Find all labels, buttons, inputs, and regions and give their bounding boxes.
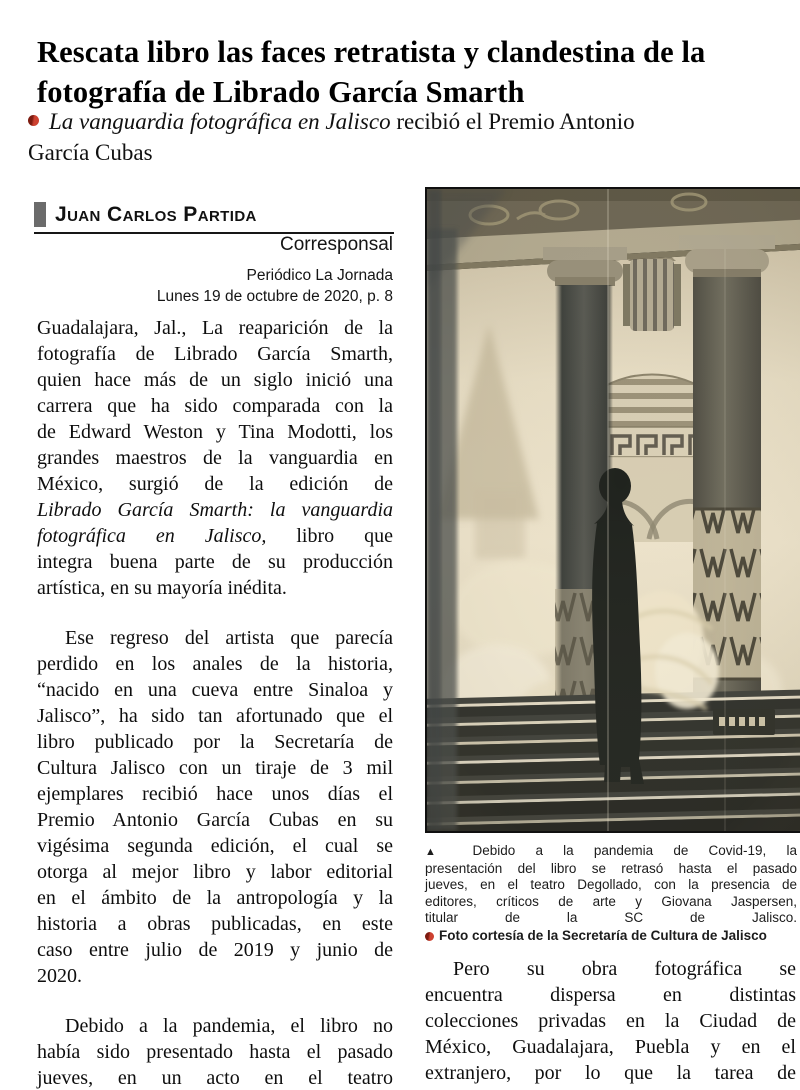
text-line: Pero su obra fotográfica se — [453, 958, 796, 980]
photo-credit-text: Foto cortesía de la Secretaría de Cultura de Jalisco — [439, 927, 767, 943]
paragraph — [37, 1013, 393, 1090]
photo-caption — [425, 843, 797, 945]
lead-bullet-icon — [28, 115, 39, 126]
caption-triangle-icon: ▲ — [425, 846, 453, 858]
text-line: México, surgió de la edición de — [37, 473, 393, 495]
caption-lines — [425, 843, 797, 927]
source-block — [37, 265, 393, 307]
text-line: Ese regreso del artista que parecía — [65, 627, 393, 649]
publication-date-page: Lunes 19 de octubre de 2020, p. 8 — [156, 288, 393, 305]
article-subhead — [28, 106, 776, 168]
byline-role: Corresponsal — [280, 234, 393, 255]
text-line: fotografía de Librado García Smarth, — [37, 343, 393, 365]
paragraph — [37, 625, 393, 989]
text-line: historia a obras publicadas, en este — [37, 913, 393, 935]
text-line: de Edward Weston y Tina Modotti, los — [37, 421, 393, 443]
text-line: “nacido en una cueva entre Sinaloa y — [37, 679, 393, 701]
text-line: había sido presentado hasta el pasado — [37, 1041, 393, 1063]
caption-line: titular de la SC de Jalisco. — [425, 910, 797, 926]
text-line: artística, en su mayoría inédita. — [37, 577, 287, 599]
caption-line: editores, críticos de arte y Giovana Jaspersen, — [425, 893, 797, 909]
text-line: integra buena parte de su producción — [37, 551, 393, 573]
text-line: Librado García Smarth: la vanguardia — [37, 499, 393, 521]
paragraph — [425, 956, 796, 1086]
text-line: 2020. — [37, 965, 82, 987]
caption-line: presentación del libro se retrasó hasta el pasado — [425, 860, 797, 876]
text-line: carrera que ha sido comparada con la — [37, 395, 393, 417]
text-line: grandes maestros de la vanguardia en — [37, 447, 393, 469]
caption-line: ▲ Debido a la pandemia de Covid-19, la — [425, 843, 797, 858]
text-line: caso entre julio de 2019 y junio de — [37, 939, 393, 961]
photo-image — [427, 189, 800, 831]
text-line: ejemplares recibió hace unos días el — [37, 783, 393, 805]
text-line: colecciones privadas en la Ciudad de — [425, 1010, 796, 1032]
text-line: libro publicado por la Secretaría de — [37, 731, 393, 753]
subhead-text: La vanguardia fotográfica en Jalisco recibió el Premio Antonio García Cubas — [28, 109, 635, 165]
paragraph — [37, 315, 393, 601]
text-line: Cultura Jalisco con un tiraje de 3 mil — [37, 757, 393, 779]
article-photo — [425, 187, 800, 833]
text-line: Debido a la pandemia, el libro no — [65, 1015, 393, 1037]
text-line: otorga al mejor libro y labor editorial — [37, 861, 393, 883]
text-line: quien hace más de un siglo inició una — [37, 369, 393, 391]
text-line: encuentra dispersa en distintas — [425, 984, 796, 1006]
text-line: perdido en los anales de la historia, — [37, 653, 393, 675]
text-line: en el ámbito de la antropología y la — [37, 887, 393, 909]
byline-bar — [34, 202, 46, 227]
text-line: extranjero, por lo que la tarea de — [425, 1062, 796, 1084]
credit-bullet-icon — [425, 932, 434, 941]
photo-credit — [425, 928, 797, 945]
byline — [34, 202, 394, 234]
article-headline: Rescata libro las faces retratista y clandestina de la fotografía de Librado García Smarth — [37, 35, 706, 110]
text-line: Guadalajara, Jal., La reaparición de la — [37, 317, 393, 339]
publication-name: Periódico La Jornada — [246, 267, 393, 284]
text-line: jueves, en un acto en el teatro — [37, 1067, 393, 1089]
caption-line: jueves, en el teatro Degollado, con la presencia de — [425, 877, 797, 893]
text-line: México, Guadalajara, Puebla y en el — [425, 1036, 796, 1058]
byline-author-name: Juan Carlos Partida — [55, 202, 257, 226]
text-line: Jalisco”, ha sido tan afortunado que el — [37, 705, 393, 727]
text-line: vigésima segunda edición, el cual se — [37, 835, 393, 857]
body-right-column — [425, 956, 796, 1086]
body-left-column — [37, 315, 393, 1090]
text-line: Premio Antonio García Cubas en su — [37, 809, 393, 831]
text-line: fotográfica en Jalisco, libro que — [37, 525, 393, 547]
